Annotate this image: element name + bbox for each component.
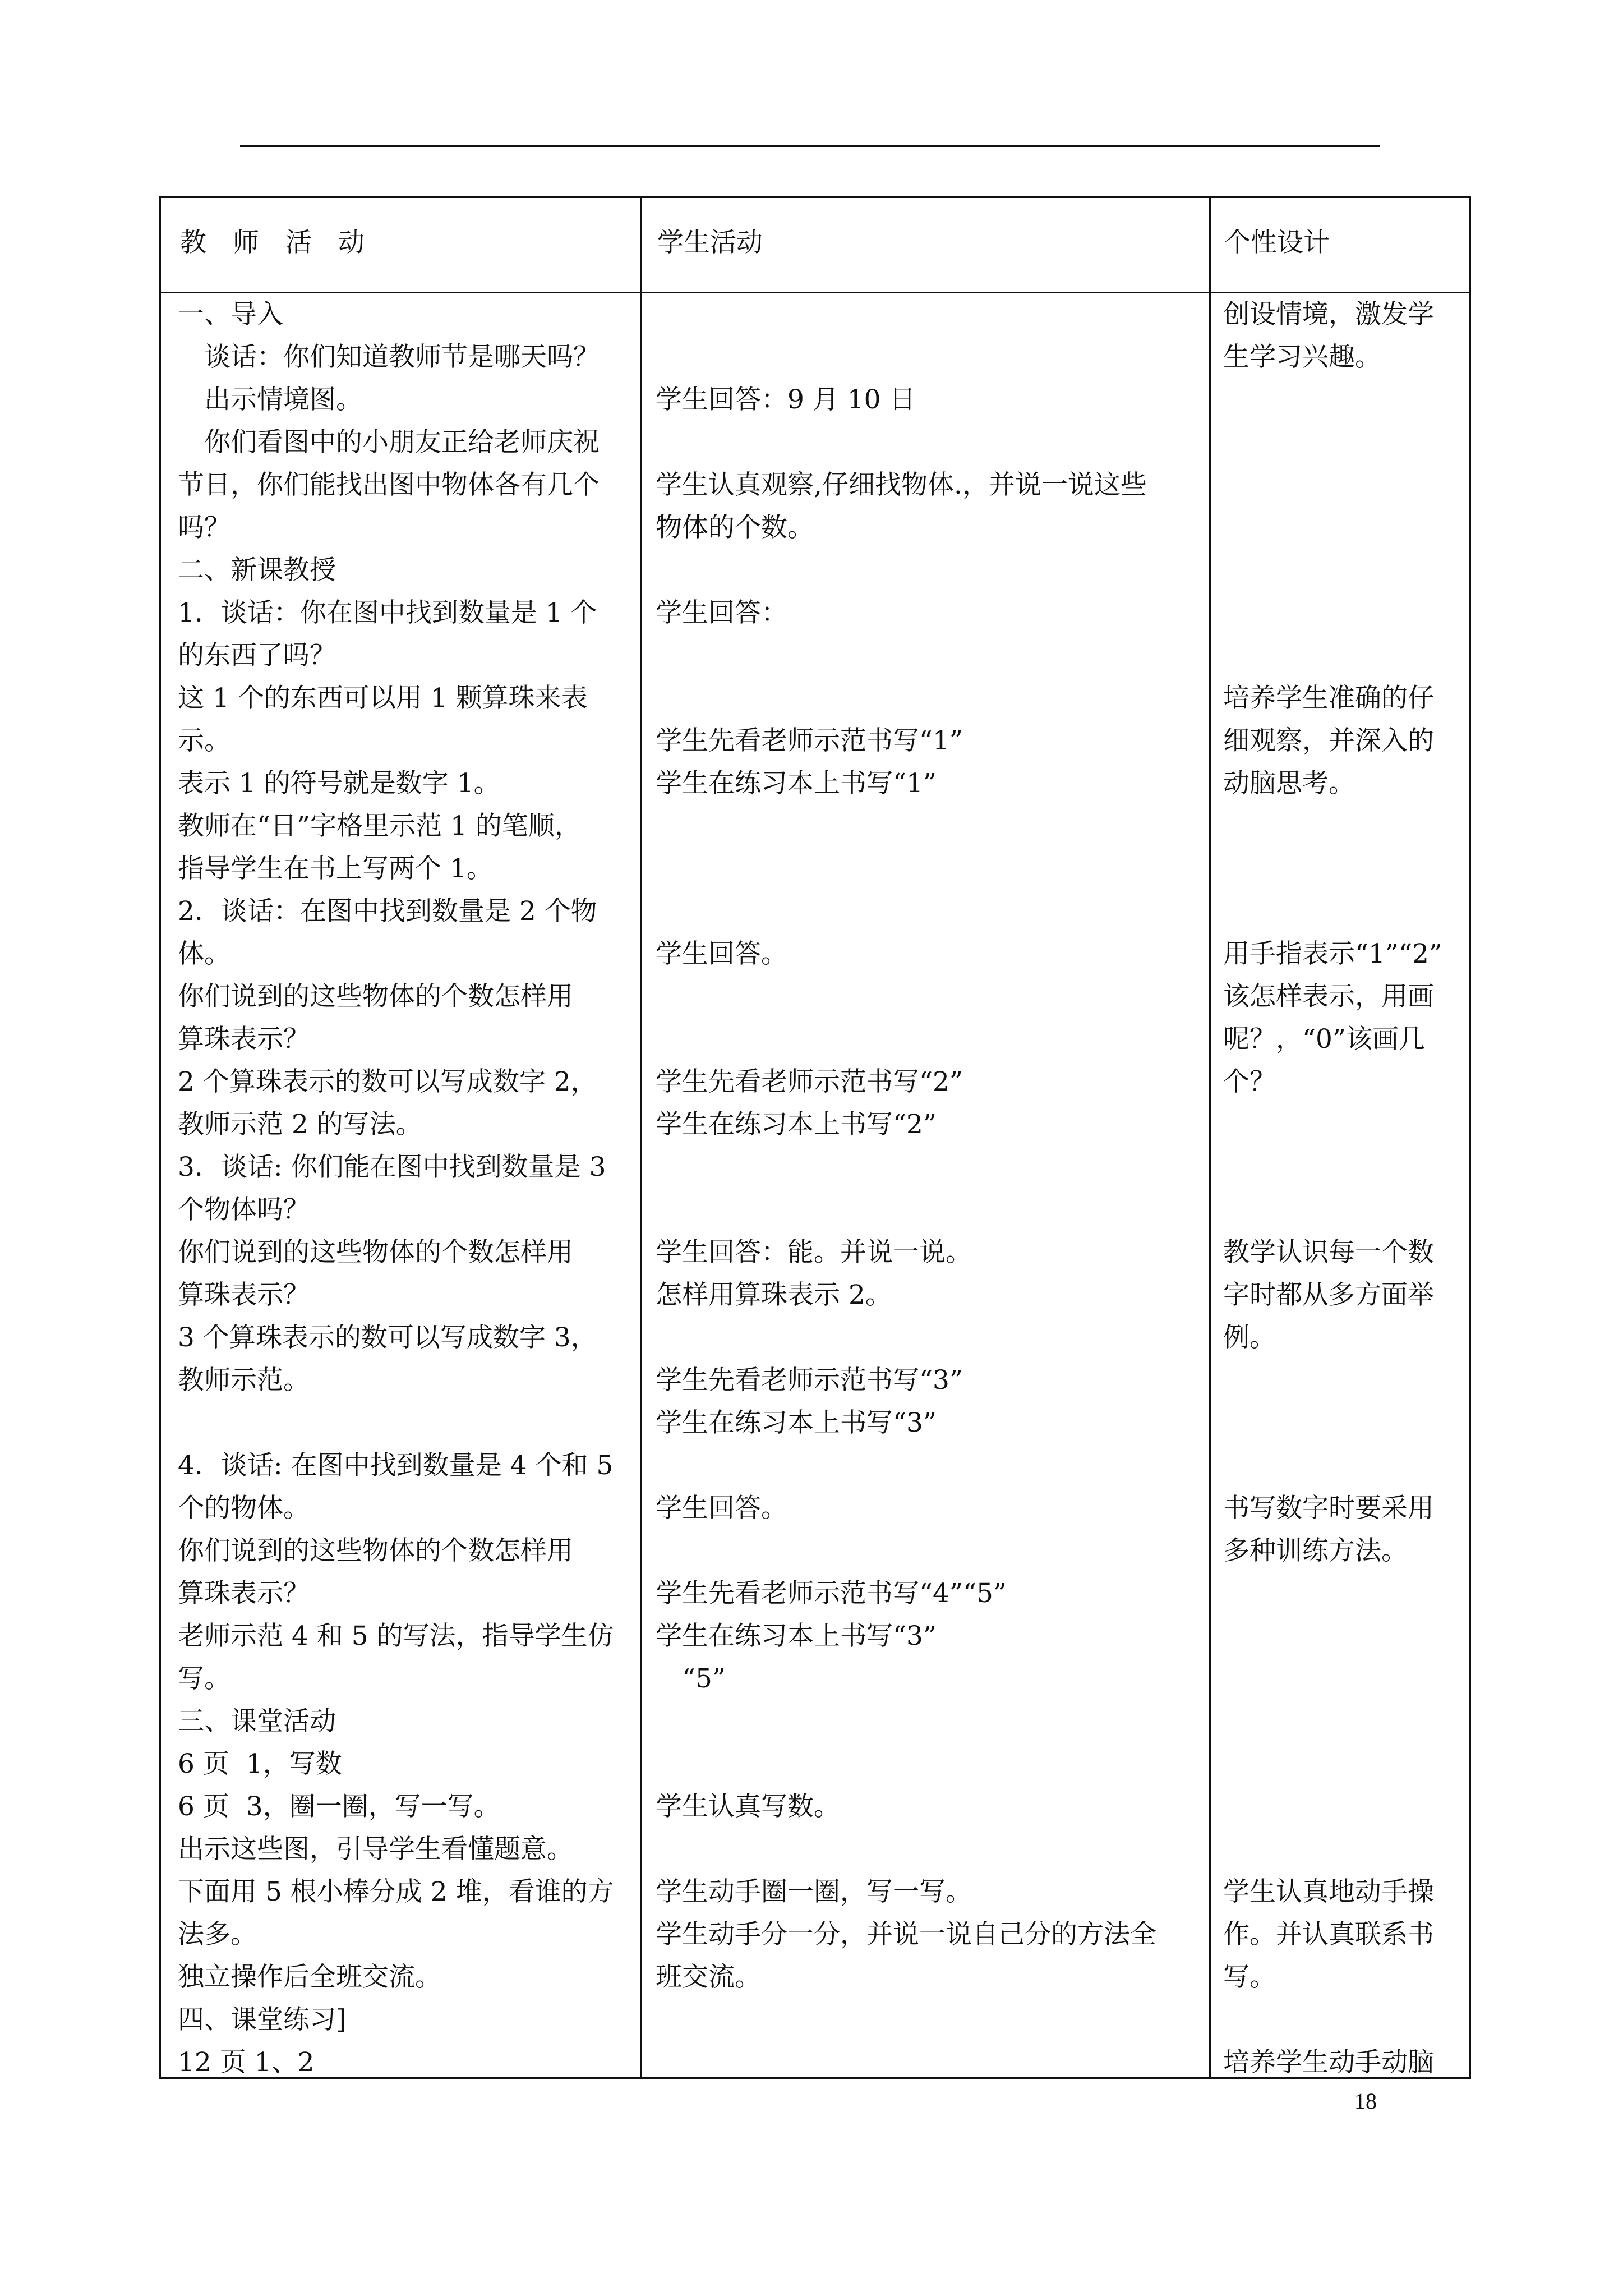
personal-design-line: 个？ xyxy=(1223,1066,1276,1097)
student-activity-line: 学生在练习本上书写“3” xyxy=(656,1621,937,1651)
column-divider xyxy=(1209,198,1211,2077)
teacher-activity-line: 你们说到的这些物体的个数怎样用 xyxy=(178,1535,573,1566)
personal-design-line: 作。并认真联系书 xyxy=(1223,1919,1434,1950)
student-activity-line: 学生先看老师示范书写“3” xyxy=(656,1365,963,1396)
teacher-activity-line: 教师在“日”字格里示范 1 的笔顺， xyxy=(178,811,581,841)
personal-design-line: 用手指表示“1”“2” xyxy=(1223,938,1442,969)
student-activity-line: 学生在练习本上书写“2” xyxy=(656,1109,937,1140)
teacher-activity-line: 表示 1 的符号就是数字 1。 xyxy=(178,768,500,799)
teacher-activity-line: 你们说到的这些物体的个数怎样用 xyxy=(178,1237,573,1268)
personal-design-line: 字时都从多方面举 xyxy=(1223,1280,1434,1310)
teacher-activity-line: 体。 xyxy=(178,938,230,969)
header-rule xyxy=(240,145,1380,147)
teacher-activity-line: 你们说到的这些物体的个数怎样用 xyxy=(178,981,573,1012)
teacher-activity-line: 老师示范 4 和 5 的写法，指导学生仿 xyxy=(178,1621,614,1651)
personal-design-line: 学生认真地动手操 xyxy=(1223,1876,1434,1907)
header-personal-design: 个性设计 xyxy=(1224,227,1330,258)
student-activity-line: 学生动手分一分，并说一说自己分的方法全 xyxy=(656,1919,1156,1950)
student-activity-line: 学生回答。 xyxy=(656,1493,787,1524)
student-activity-line: 学生回答。 xyxy=(656,938,787,969)
teacher-activity-line: 算珠表示？ xyxy=(178,1280,310,1310)
teacher-activity-line: 一、导入 xyxy=(178,299,283,330)
teacher-activity-line: 你们看图中的小朋友正给老师庆祝 xyxy=(178,427,600,458)
teacher-activity-line: 出示这些图，引导学生看懂题意。 xyxy=(178,1834,573,1865)
student-activity-line: 学生先看老师示范书写“2” xyxy=(656,1066,963,1097)
header-teacher-activity: 教 师 活 动 xyxy=(180,227,365,258)
teacher-activity-line: 教师示范。 xyxy=(178,1365,310,1396)
teacher-activity-line: 谈话：你们知道教师节是哪天吗？ xyxy=(178,342,600,372)
student-activity-line: 学生回答：9 月 10 日 xyxy=(656,384,916,415)
student-activity-line: 物体的个数。 xyxy=(656,512,814,543)
teacher-activity-line: 独立操作后全班交流。 xyxy=(178,1962,441,1993)
personal-design-line: 书写数字时要采用 xyxy=(1223,1493,1434,1524)
student-activity-line: 学生认真观察,仔细找物体.，并说一说这些 xyxy=(656,470,1147,500)
teacher-activity-line: 教师示范 2 的写法。 xyxy=(178,1109,422,1140)
student-activity-line: 学生在练习本上书写“3” xyxy=(656,1407,937,1438)
personal-design-line: 写。 xyxy=(1223,1962,1276,1993)
personal-design-line: 该怎样表示，用画 xyxy=(1223,981,1434,1012)
teacher-activity-line: 个物体吗？ xyxy=(178,1194,310,1225)
teacher-activity-line: 3 个算珠表示的数可以写成数字 3， xyxy=(178,1322,597,1353)
student-activity-line: 学生先看老师示范书写“1” xyxy=(656,725,963,756)
header-student-activity: 学生活动 xyxy=(657,227,763,258)
student-activity-line: 怎样用算珠表示 2。 xyxy=(656,1280,892,1310)
student-activity-line: 学生认真写数。 xyxy=(656,1791,840,1822)
teacher-activity-line: 下面用 5 根小棒分成 2 堆，看谁的方 xyxy=(178,1876,614,1907)
teacher-activity-line: 4．谈话: 在图中找到数量是 4 个和 5 xyxy=(178,1450,614,1481)
lesson-plan-table xyxy=(159,196,1471,2079)
teacher-activity-line: 2 个算珠表示的数可以写成数字 2， xyxy=(178,1066,597,1097)
teacher-activity-line: 出示情境图。 xyxy=(178,384,362,415)
teacher-activity-line: 指导学生在书上写两个 1。 xyxy=(178,853,493,884)
personal-design-line: 多种训练方法。 xyxy=(1223,1535,1408,1566)
teacher-activity-line: 6 页 3，圈一圈，写一写。 xyxy=(178,1791,500,1822)
personal-design-line: 培养学生动手动脑 xyxy=(1223,2047,1434,2078)
teacher-activity-line: 吗？ xyxy=(178,512,230,543)
student-activity-line: 学生在练习本上书写“1” xyxy=(656,768,937,799)
personal-design-line: 生学习兴趣。 xyxy=(1223,342,1381,372)
teacher-activity-line: 示。 xyxy=(178,725,230,756)
teacher-activity-line: 3．谈话: 你们能在图中找到数量是 3 xyxy=(178,1152,606,1182)
personal-design-line: 教学认识每一个数 xyxy=(1223,1237,1434,1268)
personal-design-line: 培养学生准确的仔 xyxy=(1223,683,1434,714)
teacher-activity-line: 2．谈话：在图中找到数量是 2 个物 xyxy=(178,896,597,927)
student-activity-line: “5” xyxy=(656,1663,726,1694)
teacher-activity-line: 12 页 1、2 xyxy=(178,2047,315,2078)
teacher-activity-line: 法多。 xyxy=(178,1919,257,1950)
column-divider xyxy=(640,198,642,2077)
teacher-activity-line: 的东西了吗？ xyxy=(178,640,336,671)
teacher-activity-line: 6 页 1，写数 xyxy=(178,1749,342,1779)
teacher-activity-line: 二、新课教授 xyxy=(178,555,336,586)
personal-design-line: 呢？，“0”该画几 xyxy=(1223,1024,1425,1055)
teacher-activity-line: 写。 xyxy=(178,1663,230,1694)
student-activity-line: 学生回答：能。并说一说。 xyxy=(656,1237,972,1268)
teacher-activity-line: 三、课堂活动 xyxy=(178,1706,336,1737)
personal-design-line: 动脑思考。 xyxy=(1223,768,1355,799)
personal-design-line: 例。 xyxy=(1223,1322,1276,1353)
student-activity-line: 班交流。 xyxy=(656,1962,761,1993)
personal-design-line: 创设情境，激发学 xyxy=(1223,299,1434,330)
personal-design-line: 细观察，并深入的 xyxy=(1223,725,1434,756)
teacher-activity-line: 四、课堂练习] xyxy=(178,2004,347,2035)
page-number: 18 xyxy=(1354,2088,1377,2114)
student-activity-line: 学生先看老师示范书写“4”“5” xyxy=(656,1578,1007,1609)
teacher-activity-line: 这 1 个的东西可以用 1 颗算珠来表 xyxy=(178,683,588,714)
teacher-activity-line: 个的物体。 xyxy=(178,1493,310,1524)
student-activity-line: 学生回答： xyxy=(656,597,787,628)
teacher-activity-line: 节日，你们能找出图中物体各有几个 xyxy=(178,470,600,500)
teacher-activity-line: 1．谈话：你在图中找到数量是 1 个 xyxy=(178,597,597,628)
teacher-activity-line: 算珠表示？ xyxy=(178,1024,310,1055)
teacher-activity-line: 算珠表示？ xyxy=(178,1578,310,1609)
student-activity-line: 学生动手圈一圈，写一写。 xyxy=(656,1876,972,1907)
